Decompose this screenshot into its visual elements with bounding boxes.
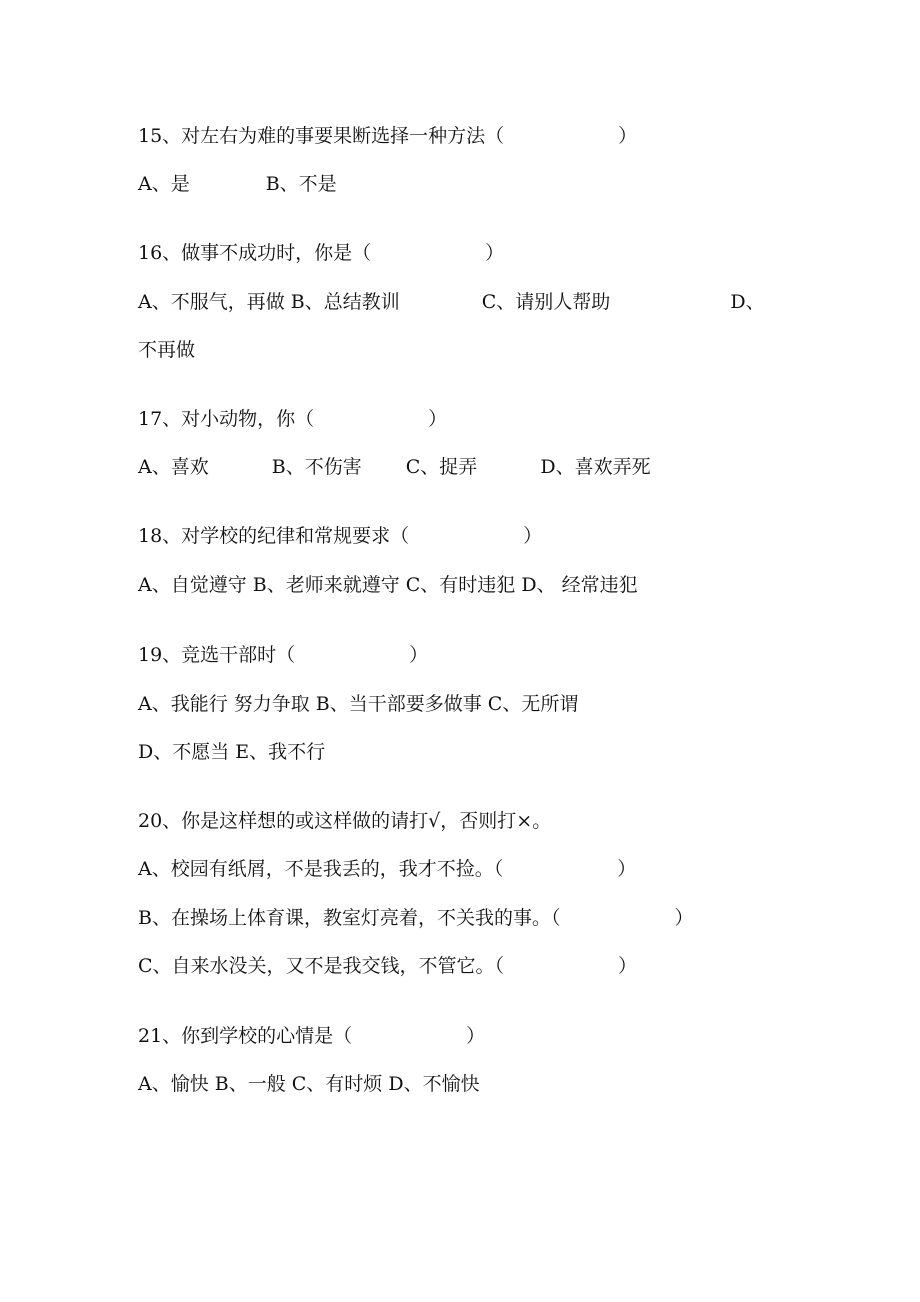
question-15: 15、对左右为难的事要果断选择一种方法（ ） (138, 125, 638, 147)
question-16: 16、做事不成功时，你是（ ） (138, 242, 505, 264)
options-18: A、自觉遵守 B、老师来就遵守 C、有时违犯 D、 经常违犯 (138, 574, 638, 596)
question-19: 19、竞选干部时（ ） (138, 644, 429, 666)
options-19-continued: D、不愿当 E、我不行 (138, 741, 326, 763)
options-21: A、愉快 B、一般 C、有时烦 D、不愉快 (138, 1073, 480, 1095)
item-20-a: A、校园有纸屑，不是我丢的，我才不捡。（ ） (138, 858, 637, 880)
options-16-continued: 不再做 (138, 339, 196, 361)
item-20-c: C、自来水没关，又不是我交钱，不管它。（ ） (138, 955, 638, 977)
options-17: A、喜欢 B、不伤害 C、捉弄 D、喜欢弄死 (138, 456, 651, 478)
options-19: A、我能行 努力争取 B、当干部要多做事 C、无所谓 (138, 693, 579, 715)
question-18: 18、对学校的纪律和常规要求（ ） (138, 525, 543, 547)
question-21: 21、你到学校的心情是（ ） (138, 1025, 486, 1047)
item-20-b: B、在操场上体育课，教室灯亮着，不关我的事。（ ） (138, 907, 694, 929)
options-15: A、是 B、不是 (138, 173, 337, 195)
question-17: 17、对小动物，你（ ） (138, 408, 448, 430)
options-16: A、不服气，再做 B、总结教训 C、请别人帮助 D、 (138, 291, 765, 313)
question-20: 20、你是这样想的或这样做的请打√，否则打×。 (138, 810, 552, 832)
